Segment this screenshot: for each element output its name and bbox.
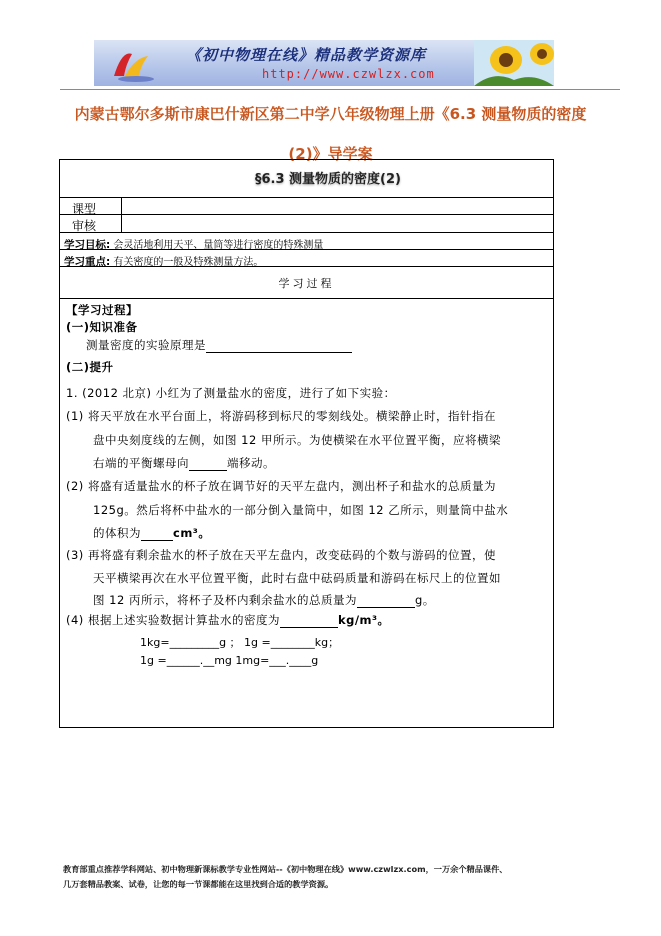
principle-blank[interactable] xyxy=(206,338,352,353)
review-row xyxy=(60,215,553,233)
focus-text: 有关密度的一般及特殊测量方法。 xyxy=(113,257,264,268)
content-heading: 【学习过程】 xyxy=(66,303,138,317)
banner-title: 《初中物理在线》精品教学资源库 xyxy=(186,46,427,64)
step2-line1: (2) 将盛有适量盐水的杯子放在调节好的天平左盘内，测出杯子和盐水的总质量为 xyxy=(66,479,496,493)
goal-label: 学习目标: xyxy=(64,239,111,251)
goal-text: 会灵活地利用天平、量筒等进行密度的特殊测量 xyxy=(113,240,324,251)
part1-heading: (一)知识准备 xyxy=(66,320,138,334)
footer xyxy=(63,862,603,892)
lesson-type-label: 课型 xyxy=(72,202,97,216)
focus-label: 学习重点: xyxy=(64,256,111,268)
header-rule xyxy=(60,89,620,90)
step1-line1: (1) 将天平放在水平台面上，将游码移到标尺的零刻线处。横梁静止时，指针指在 xyxy=(66,409,496,423)
conversion-line1: 1kg=_________g ； 1g =________kg； xyxy=(140,636,340,649)
step2-line2: 125g。然后将杯中盐水的一部分倒入量筒中，如图 12 乙所示，则量筒中盐水 xyxy=(93,503,509,517)
question-1: 1. (2012 北京) 小红为了测量盐水的密度，进行了如下实验： xyxy=(66,386,396,400)
banner-url[interactable]: http://www.czwlzx.com xyxy=(262,67,435,81)
document-title-line2: (2)》导学案 xyxy=(288,145,373,163)
step3-line3: 图 12 丙所示，将杯子及杯内剩余盐水的总质量为 g。 xyxy=(93,593,435,607)
volume-blank[interactable] xyxy=(141,526,173,541)
footer-line1: 教育部重点推荐学科网站、初中物理新课标教学专业性网站--《初中物理在线》www.czwlzx.com，一万余个精品课件、 xyxy=(63,864,508,874)
principle-text: 测量密度的实验原理是 xyxy=(86,338,206,352)
lesson-type-row xyxy=(60,198,553,215)
step1-line2: 盘中央刻度线的左侧，如图 12 甲所示。为使横梁在水平位置平衡，应将横梁 xyxy=(93,433,501,447)
mass-blank[interactable] xyxy=(357,593,415,608)
conversion-line2: 1g =______.__mg 1mg=___.____g xyxy=(140,654,319,667)
footer-line2: 几万套精品教案、试卷，让您的每一节课都能在这里找到合适的教学资源。 xyxy=(63,879,334,889)
principle-line xyxy=(86,337,352,353)
focus-row xyxy=(60,250,553,267)
step2-line3: 的体积为 cm³。 xyxy=(93,526,211,540)
document-title-line1: 内蒙古鄂尔多斯市康巴什新区第二中学八年级物理上册《6.3 测量物质的密度 xyxy=(74,105,587,123)
part2-heading: (二)提升 xyxy=(66,360,114,374)
goal-row xyxy=(60,233,553,250)
header-banner xyxy=(94,40,554,86)
step3-line1: (3) 再将盛有剩余盐水的杯子放在天平左盘内，改变砝码的个数与游码的位置，使 xyxy=(66,548,496,562)
step1-line3: 右端的平衡螺母向 端移动。 xyxy=(93,456,275,470)
site-logo-icon xyxy=(108,46,156,84)
section-title-row xyxy=(60,160,553,198)
process-title-row xyxy=(60,267,553,299)
review-label: 审核 xyxy=(72,219,97,233)
direction-blank[interactable] xyxy=(189,456,227,471)
sunflower-image xyxy=(474,40,554,86)
density-blank[interactable] xyxy=(280,613,338,628)
step4-line: (4) 根据上述实验数据计算盐水的密度为 kg/m³。 xyxy=(66,613,390,627)
process-title: 学习过程 xyxy=(278,277,335,290)
step3-line2: 天平横梁再次在水平位置平衡，此时右盘中砝码质量和游码在标尺上的位置如 xyxy=(93,571,501,585)
worksheet-table xyxy=(59,159,554,728)
section-title: §6.3 测量物质的密度(2) xyxy=(255,172,401,187)
